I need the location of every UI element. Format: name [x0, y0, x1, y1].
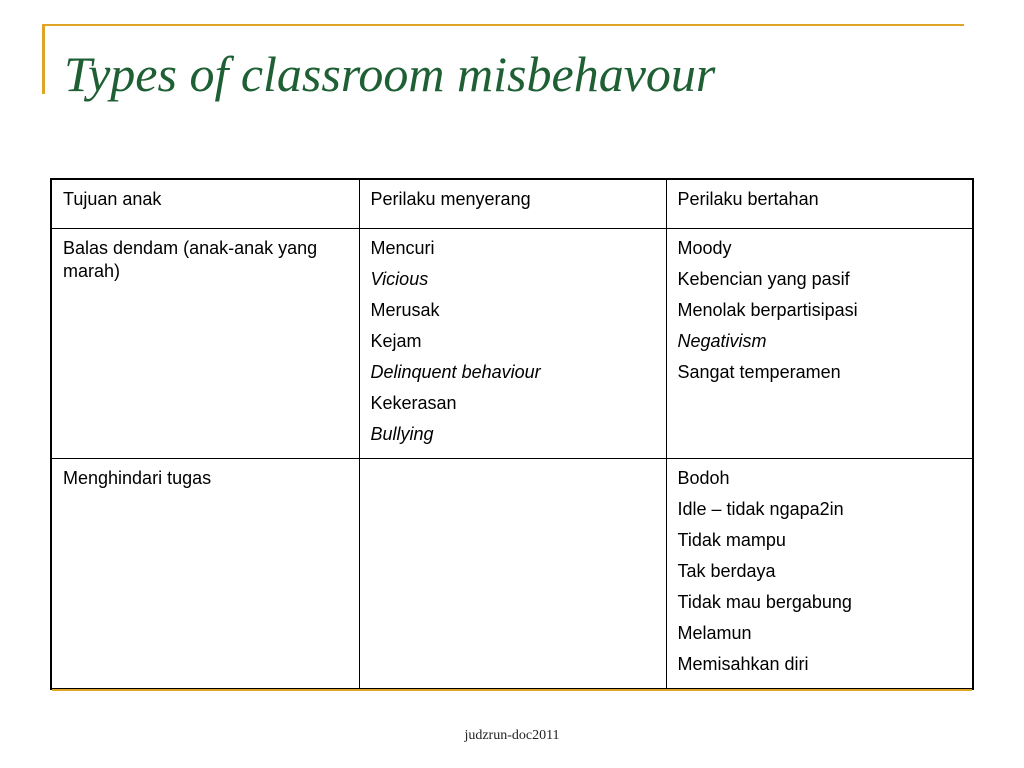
list-item: Negativism [677, 331, 767, 351]
cell-goal [51, 229, 359, 459]
table-header-row [51, 179, 973, 229]
left-accent-line [42, 24, 45, 94]
list-item: Tidak mampu [677, 530, 786, 550]
slide-title: Types of classroom misbehavour [64, 46, 716, 102]
list-item: Melamun [677, 623, 752, 643]
list-item: Bodoh [677, 468, 730, 488]
list-item: Memisahkan diri [677, 654, 809, 674]
list-item: Vicious [370, 269, 429, 289]
cell-goal [51, 459, 359, 690]
list-item: Moody [677, 238, 732, 258]
top-accent-line [42, 24, 964, 26]
list-item: Menolak berpartisipasi [677, 300, 858, 320]
cell-aggressive-empty [359, 459, 666, 690]
list-item: Delinquent behaviour [370, 362, 541, 382]
list-item: Sangat temperamen [677, 362, 841, 382]
footer-text: judzrun-doc2011 [464, 728, 560, 743]
list-item: Kebencian yang pasif [677, 269, 850, 289]
list-item: Mencuri [370, 238, 435, 258]
list-item: Merusak [370, 300, 440, 320]
table-row [51, 459, 973, 690]
goal-text: Menghindari tugas [63, 468, 212, 488]
cell-defensive [666, 459, 973, 690]
list-item: Idle – tidak ngapa2in [677, 499, 844, 519]
header-goal: Tujuan anak [51, 179, 359, 229]
header-defensive: Perilaku bertahan [666, 179, 973, 229]
behaviour-table-container [50, 178, 974, 690]
goal-text: Balas dendam (anak-anak yang marah) [63, 238, 318, 281]
header-aggressive: Perilaku menyerang [359, 179, 666, 229]
list-item: Tak berdaya [677, 561, 776, 581]
bottom-accent-line [52, 689, 972, 691]
list-item: Tidak mau bergabung [677, 592, 852, 612]
list-item: Kejam [370, 331, 422, 351]
table-row [51, 229, 973, 459]
behaviour-table [50, 178, 974, 690]
cell-defensive [666, 229, 973, 459]
list-item: Bullying [370, 424, 434, 444]
list-item: Kekerasan [370, 393, 457, 413]
cell-aggressive [359, 229, 666, 459]
